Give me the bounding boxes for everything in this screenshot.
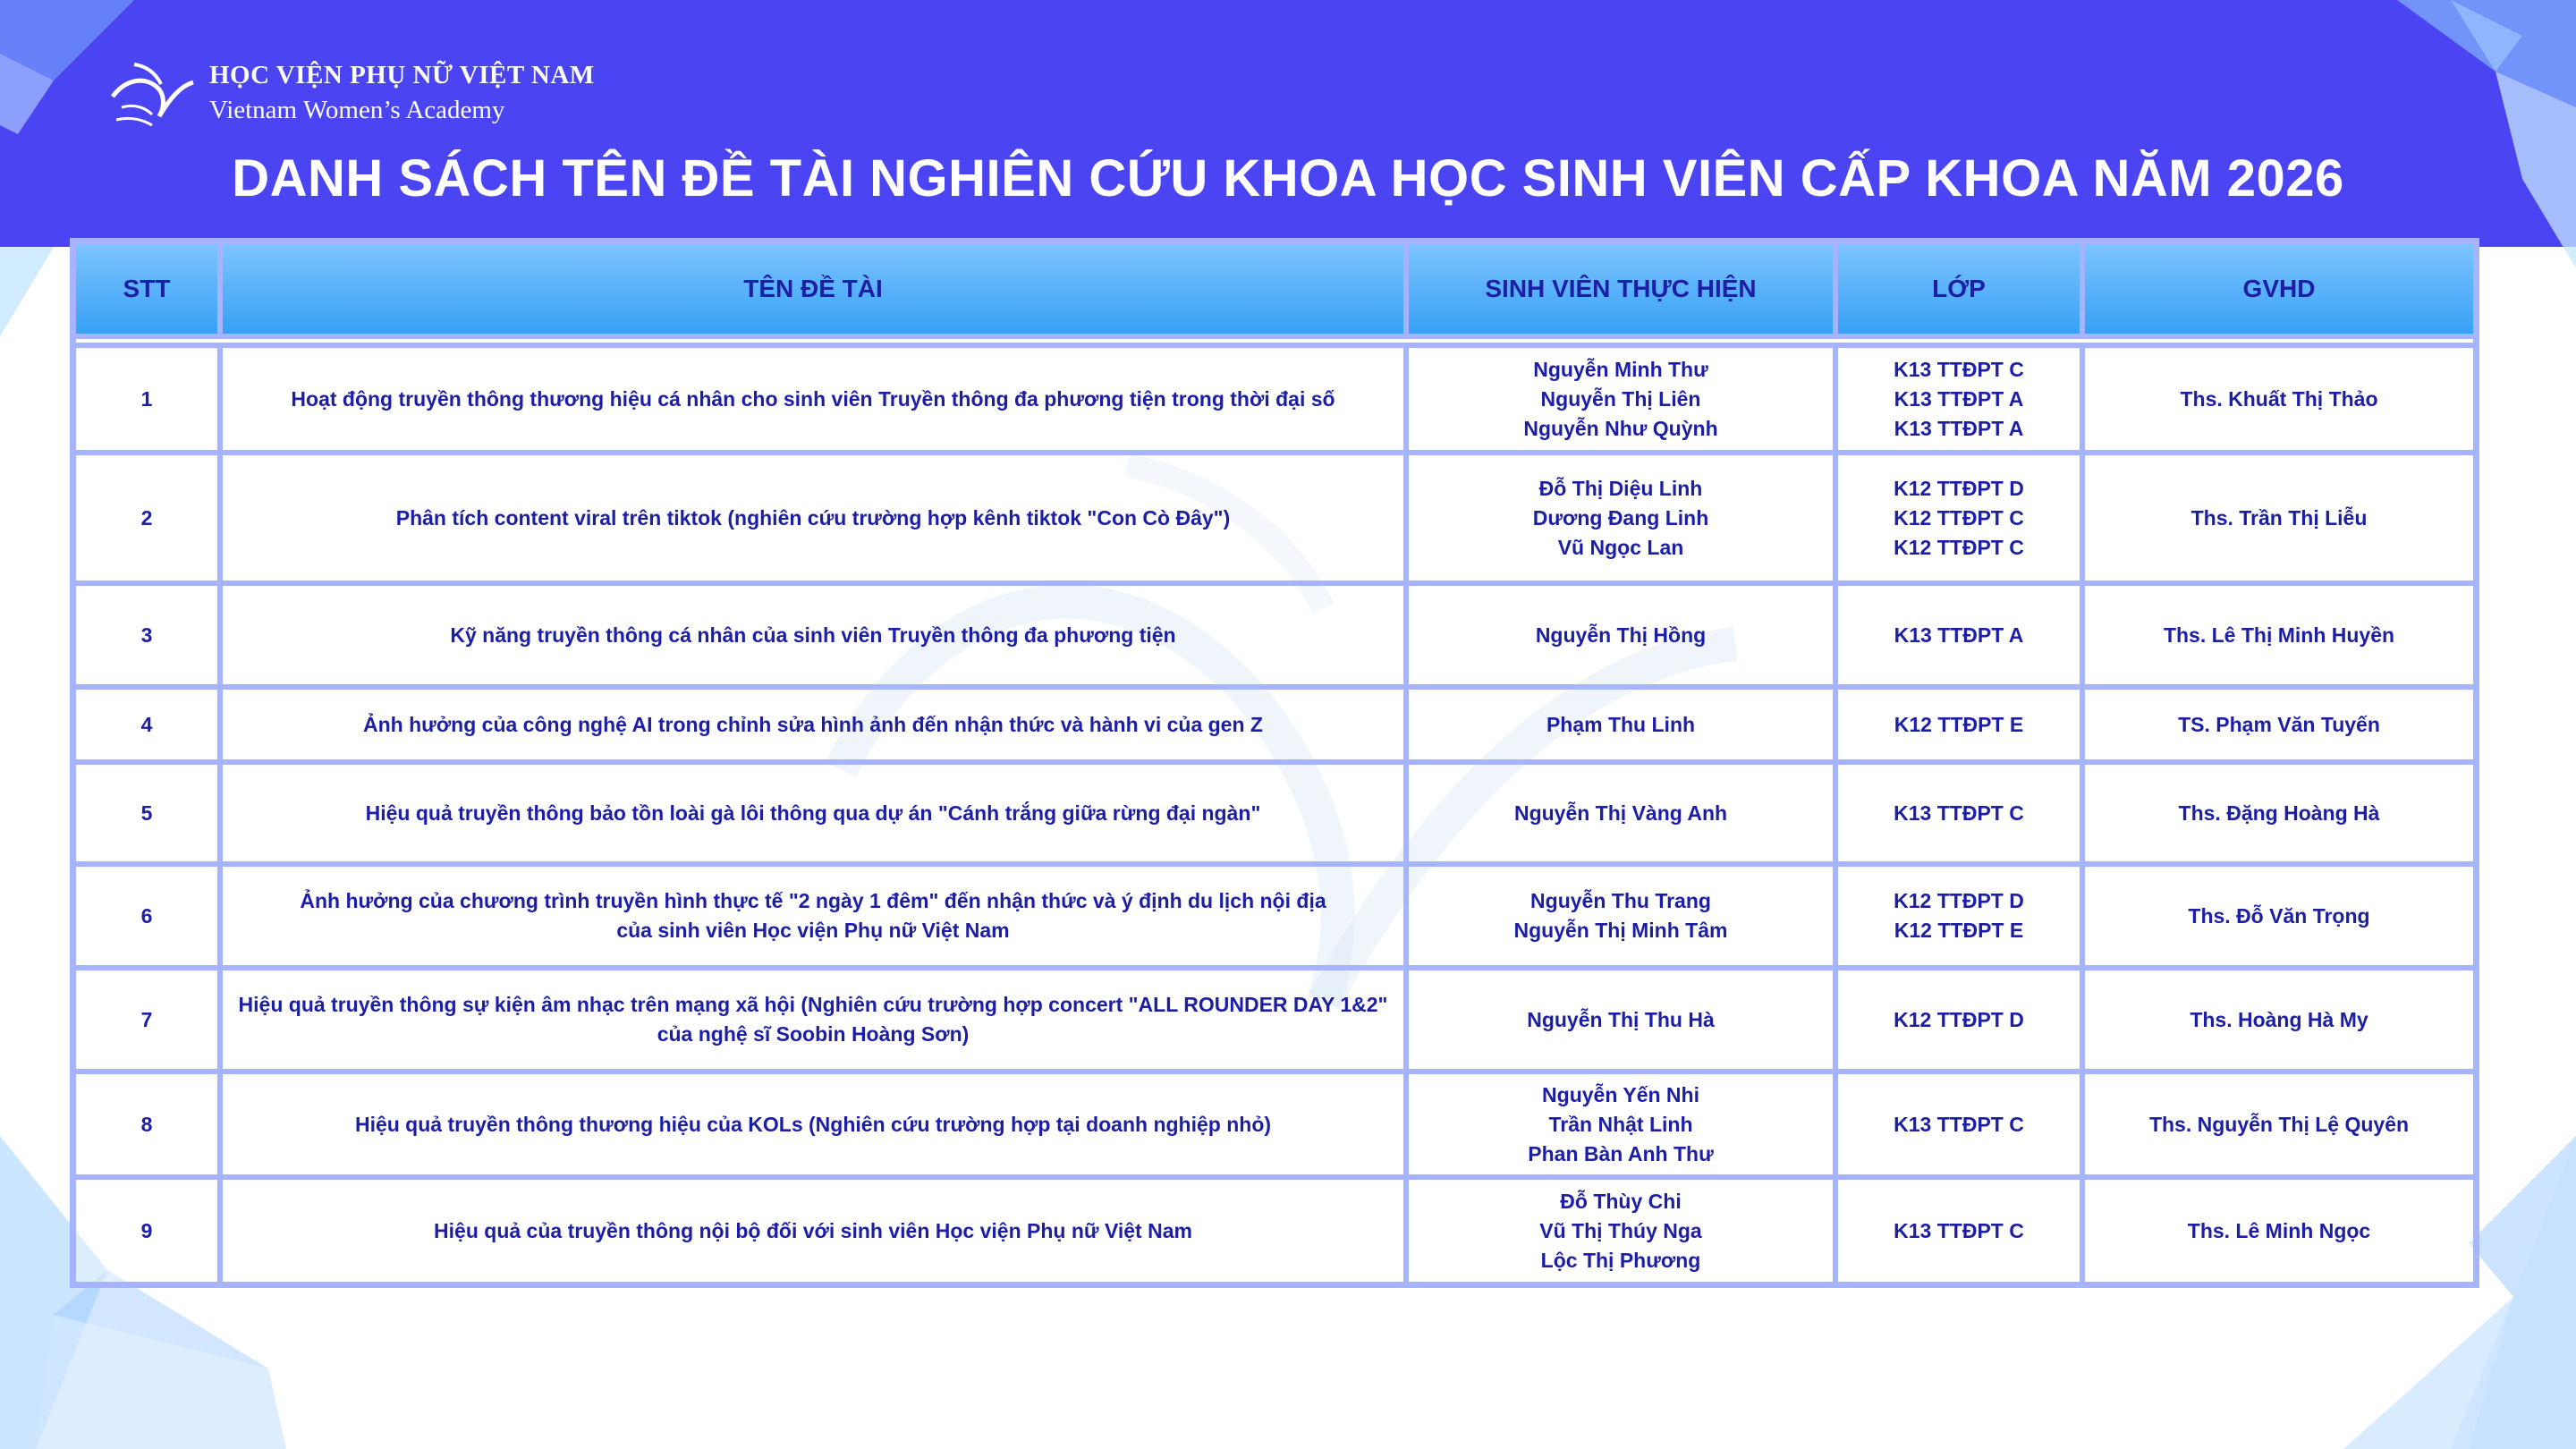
cell-stt: 5 bbox=[73, 762, 220, 864]
class-name: K12 TTĐPT D bbox=[1894, 1007, 2024, 1031]
cell-advisor: Ths. Đặng Hoàng Hà bbox=[2082, 762, 2476, 864]
cell-advisor: Ths. Đỗ Văn Trọng bbox=[2082, 864, 2476, 968]
column-header-class: LỚP bbox=[1835, 242, 2082, 336]
student-name: Vũ Ngọc Lan bbox=[1557, 535, 1684, 559]
table-row bbox=[73, 453, 2476, 583]
cell-class bbox=[1835, 453, 2082, 583]
page-title: DANH SÁCH TÊN ĐỀ TÀI NGHIÊN CỨU KHOA HỌC SINH VIÊN CẤP KHOA NĂM 2026 bbox=[232, 149, 2344, 208]
topic-line: Hiệu quả truyền thông sự kiện âm nhạc trên mạng xã hội (Nghiên cứu trường hợp concert "ALL ROUNDER DAY 1&2" bbox=[238, 993, 1388, 1016]
student-name: Đỗ Thị Diệu Linh bbox=[1538, 476, 1703, 500]
cell-class bbox=[1835, 1072, 2082, 1177]
student-name: Phan Bàn Anh Thư bbox=[1528, 1141, 1714, 1165]
student-name: Lộc Thị Phương bbox=[1540, 1248, 1701, 1272]
cell-topic bbox=[220, 1072, 1406, 1177]
corner-decoration-top-right bbox=[2290, 0, 2576, 268]
corner-decoration-left bbox=[0, 247, 72, 354]
table-row bbox=[73, 864, 2476, 968]
cell-stt: 4 bbox=[73, 687, 220, 762]
dove-logo-icon bbox=[107, 55, 197, 131]
cell-students bbox=[1406, 1072, 1835, 1177]
cell-students bbox=[1406, 968, 1835, 1072]
student-name: Nguyễn Thị Thu Hà bbox=[1527, 1007, 1715, 1031]
topic-line: Ảnh hưởng của công nghệ AI trong chỉnh sửa hình ảnh đến nhận thức và hành vi của gen Z bbox=[363, 712, 1263, 736]
student-name: Nguyễn Thị Liên bbox=[1540, 386, 1701, 411]
cell-stt: 3 bbox=[73, 583, 220, 687]
topic-line: Hiệu quả của truyền thông nội bộ đối với sinh viên Học viện Phụ nữ Việt Nam bbox=[434, 1218, 1192, 1242]
column-header-stt: STT bbox=[73, 242, 220, 336]
cell-advisor: Ths. Nguyễn Thị Lệ Quyên bbox=[2082, 1072, 2476, 1177]
student-name: Đỗ Thùy Chi bbox=[1560, 1189, 1682, 1213]
cell-advisor: Ths. Trần Thị Liễu bbox=[2082, 453, 2476, 583]
class-name: K12 TTĐPT D bbox=[1894, 476, 2024, 500]
cell-stt: 7 bbox=[73, 968, 220, 1072]
topics-table bbox=[70, 238, 2479, 1288]
class-name: K12 TTĐPT D bbox=[1894, 889, 2024, 912]
table-row bbox=[73, 1072, 2476, 1177]
class-name: K13 TTĐPT A bbox=[1894, 416, 2024, 440]
class-name: K13 TTĐPT C bbox=[1894, 357, 2024, 381]
cell-topic bbox=[220, 453, 1406, 583]
cell-students bbox=[1406, 345, 1835, 453]
column-header-topic: TÊN ĐỀ TÀI bbox=[220, 242, 1406, 336]
student-name: Nguyễn Thị Vàng Anh bbox=[1513, 801, 1728, 825]
cell-stt: 1 bbox=[73, 345, 220, 453]
cell-students bbox=[1406, 687, 1835, 762]
column-header-students: SINH VIÊN THỰC HIỆN bbox=[1406, 242, 1835, 336]
cell-stt: 6 bbox=[73, 864, 220, 968]
brand-name-vietnamese: HỌC VIỆN PHỤ NỮ VIỆT NAM bbox=[209, 61, 595, 89]
cell-advisor: Ths. Khuất Thị Thảo bbox=[2082, 345, 2476, 453]
cell-advisor: Ths. Hoàng Hà My bbox=[2082, 968, 2476, 1072]
table-header-row bbox=[73, 242, 2476, 336]
student-name: Nguyễn Thị Hồng bbox=[1535, 623, 1707, 647]
cell-class bbox=[1835, 1177, 2082, 1284]
cell-stt: 2 bbox=[73, 453, 220, 583]
student-name: Nguyễn Minh Thư bbox=[1533, 357, 1708, 381]
student-name: Phạm Thu Linh bbox=[1546, 712, 1696, 736]
table-row bbox=[73, 1177, 2476, 1284]
topic-line: Hiệu quả truyền thông thương hiệu của KOLs (Nghiên cứu trường hợp tại doanh nghiệp nhỏ) bbox=[354, 1112, 1272, 1136]
cell-class bbox=[1835, 762, 2082, 864]
student-name: Trần Nhật Linh bbox=[1548, 1112, 1693, 1136]
table-row bbox=[73, 762, 2476, 864]
cell-topic bbox=[220, 968, 1406, 1072]
cell-class bbox=[1835, 583, 2082, 687]
cell-students bbox=[1406, 1177, 1835, 1284]
student-name: Vũ Thị Thúy Nga bbox=[1539, 1218, 1702, 1242]
topic-line: Ảnh hưởng của chương trình truyền hình thực tế "2 ngày 1 đêm" đến nhận thức và ý định du lịch nội địa bbox=[300, 889, 1326, 912]
cell-topic bbox=[220, 762, 1406, 864]
cell-class bbox=[1835, 345, 2082, 453]
table-row bbox=[73, 583, 2476, 687]
student-name: Dương Đang Linh bbox=[1532, 505, 1709, 530]
cell-topic bbox=[220, 1177, 1406, 1284]
topic-line: Hoạt động truyền thông thương hiệu cá nhân cho sinh viên Truyền thông đa phương tiện trong thời đại số bbox=[291, 386, 1335, 411]
table-row bbox=[73, 968, 2476, 1072]
cell-students bbox=[1406, 583, 1835, 687]
student-name: Nguyễn Thị Minh Tâm bbox=[1513, 919, 1728, 942]
class-name: K12 TTĐPT E bbox=[1894, 712, 2024, 736]
brand-logo bbox=[107, 55, 595, 131]
cell-students bbox=[1406, 864, 1835, 968]
brand-name-english: Vietnam Women’s Academy bbox=[209, 96, 505, 124]
class-name: K12 TTĐPT E bbox=[1894, 919, 2024, 942]
student-name: Nguyễn Yến Nhi bbox=[1542, 1082, 1699, 1106]
student-name: Nguyễn Như Quỳnh bbox=[1523, 416, 1718, 440]
topic-line: Phân tích content viral trên tiktok (nghiên cứu trường hợp kênh tiktok "Con Cò Đây") bbox=[395, 505, 1231, 530]
class-name: K12 TTĐPT C bbox=[1894, 535, 2024, 559]
class-name: K13 TTĐPT A bbox=[1894, 623, 2024, 647]
class-name: K12 TTĐPT C bbox=[1894, 505, 2024, 530]
class-name: K13 TTĐPT C bbox=[1894, 1112, 2024, 1136]
cell-topic bbox=[220, 864, 1406, 968]
cell-class bbox=[1835, 968, 2082, 1072]
cell-advisor: TS. Phạm Văn Tuyến bbox=[2082, 687, 2476, 762]
column-header-advisor: GVHD bbox=[2082, 242, 2476, 336]
cell-topic bbox=[220, 345, 1406, 453]
table-row bbox=[73, 687, 2476, 762]
cell-students bbox=[1406, 762, 1835, 864]
table-row bbox=[73, 345, 2476, 453]
table-body bbox=[73, 345, 2476, 1284]
cell-topic bbox=[220, 583, 1406, 687]
topic-line: Hiệu quả truyền thông bảo tồn loài gà lôi thông qua dự án "Cánh trắng giữa rừng đại ngàn" bbox=[365, 801, 1261, 825]
cell-students bbox=[1406, 453, 1835, 583]
cell-stt: 9 bbox=[73, 1177, 220, 1284]
cell-topic bbox=[220, 687, 1406, 762]
topic-line: Kỹ năng truyền thông cá nhân của sinh viên Truyền thông đa phương tiện bbox=[450, 623, 1176, 647]
cell-advisor: Ths. Lê Minh Ngọc bbox=[2082, 1177, 2476, 1284]
student-name: Nguyễn Thu Trang bbox=[1530, 889, 1711, 912]
class-name: K13 TTĐPT C bbox=[1894, 801, 2024, 825]
class-name: K13 TTĐPT A bbox=[1894, 386, 2024, 411]
class-name: K13 TTĐPT C bbox=[1894, 1218, 2024, 1242]
cell-class bbox=[1835, 864, 2082, 968]
topic-line: của nghệ sĩ Soobin Hoàng Sơn) bbox=[657, 1022, 970, 1046]
cell-stt: 8 bbox=[73, 1072, 220, 1177]
cell-advisor: Ths. Lê Thị Minh Huyền bbox=[2082, 583, 2476, 687]
cell-class bbox=[1835, 687, 2082, 762]
topic-line: của sinh viên Học viện Phụ nữ Việt Nam bbox=[616, 919, 1010, 942]
